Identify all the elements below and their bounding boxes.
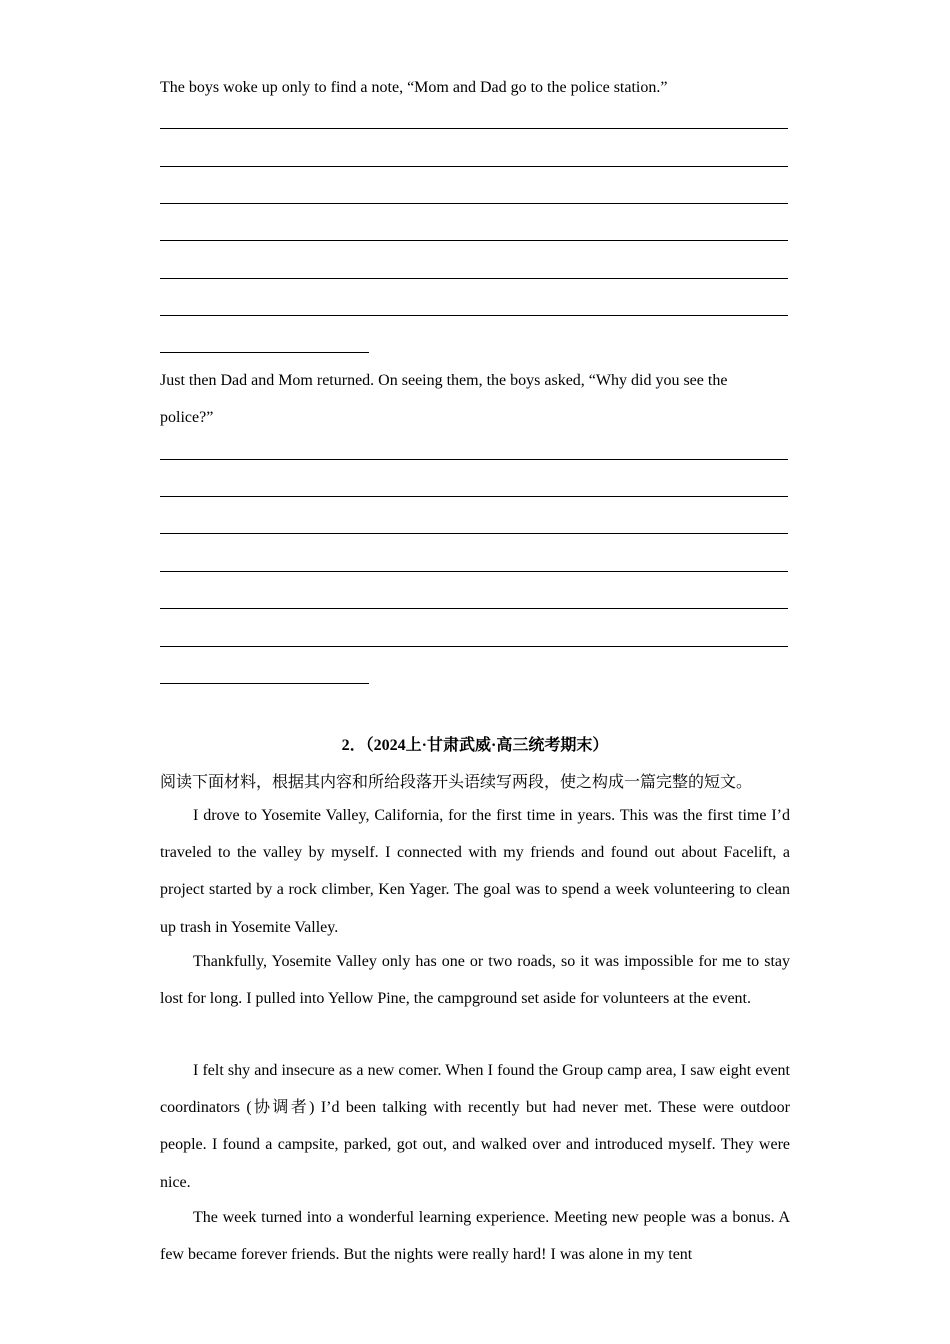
answer-line xyxy=(160,203,788,204)
passage-paragraph-4: The week turned into a wonderful learning experience. Meeting new people was a bonus. A few became forever friends. But the nights were really hard! I was alone in my tent xyxy=(160,1209,790,1264)
passage-paragraph-1: I drove to Yosemite Valley, California, for the first time in years. This was the first time I’d traveled to the valley by myself. I connected with my friends and found out about Facelift, a project started by a rock climber, Ken Yager. The goal was to spend a week volunteering to clean up trash in Yosemite Valley. xyxy=(160,807,790,936)
answer-line xyxy=(160,315,788,316)
continuation-prompt-1: The boys woke up only to find a note, “Mom and Dad go to the police station.” xyxy=(160,79,668,96)
answer-line xyxy=(160,166,788,167)
document-page xyxy=(160,0,790,1344)
answer-line xyxy=(160,533,788,534)
passage-paragraph-2: Thankfully, Yosemite Valley only has one or two roads, so it was impossible for me to stay lost for long. I pulled into Yellow Pine, the campground set aside for volunteers at the event. xyxy=(160,953,790,1008)
answer-line xyxy=(160,646,788,647)
passage-paragraph-3: I felt shy and insecure as a new comer. When I found the Group camp area, I saw eight event coordinators (协调者) I’d been talking with recently but had never met. These were outdoor people. I found a campsite, parked, got out, and walked over and introduced myself. They were nice. xyxy=(160,1062,790,1191)
answer-line xyxy=(160,608,788,609)
answer-line-end xyxy=(160,352,369,353)
answer-line xyxy=(160,496,788,497)
question-source: （2024上·甘肃武威·高三统考期末） xyxy=(365,737,609,754)
question-number: 2． xyxy=(341,737,366,754)
answer-line-end xyxy=(160,683,369,684)
answer-line xyxy=(160,128,788,129)
question-heading xyxy=(160,736,790,756)
answer-line xyxy=(160,459,788,460)
answer-line xyxy=(160,571,788,572)
answer-line xyxy=(160,240,788,241)
continuation-prompt-2-cont: police?” xyxy=(160,409,214,426)
answer-line xyxy=(160,278,788,279)
continuation-prompt-2: Just then Dad and Mom returned. On seeing them, the boys asked, “Why did you see the xyxy=(160,372,728,389)
question-instruction: 阅读下面材料，根据其内容和所给段落开头语续写两段，使之构成一篇完整的短文。 xyxy=(160,772,753,791)
